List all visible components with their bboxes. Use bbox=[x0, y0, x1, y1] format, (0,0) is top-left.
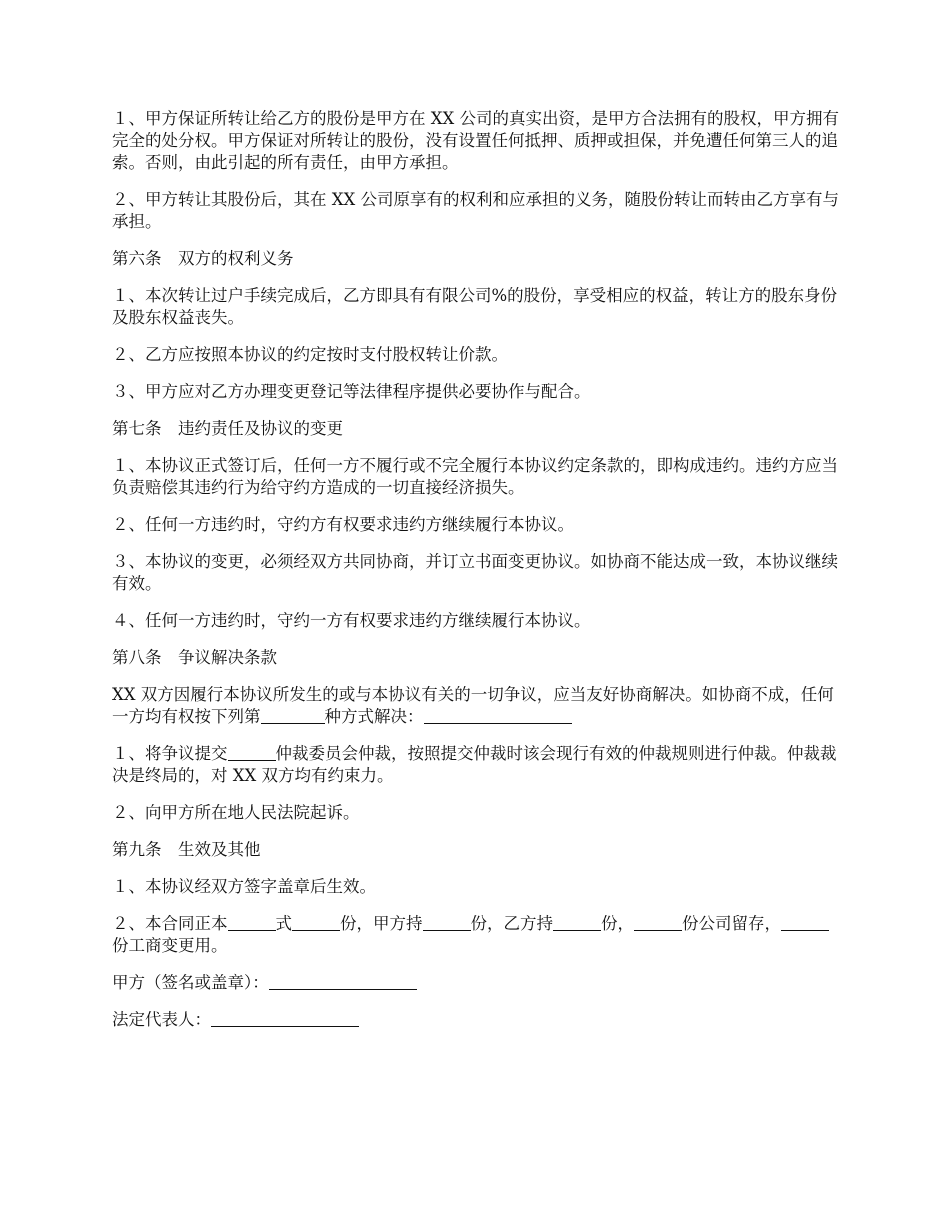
signature-party-a bbox=[112, 972, 840, 994]
clause-7-4: ４、任何一方违约时，守约一方有权要求违约方继续履行本协议。 bbox=[112, 611, 591, 630]
blank-line bbox=[228, 914, 276, 931]
clause-9-2-text-g: 份工商变更用。 bbox=[112, 936, 228, 955]
signature-line bbox=[211, 1010, 359, 1027]
clause-6-2: ２、乙方应按照本协议的约定按时支付股权转让价款。 bbox=[112, 345, 508, 364]
clause-8-1-text-b: 仲裁委员会仲裁，按照提交仲裁时该会现行有效的仲裁规则进行仲裁。仲裁裁决是终局的，对 XX 双方均有约束力。 bbox=[112, 744, 837, 785]
blank-line bbox=[424, 707, 572, 724]
clause-6-1: １、本次转让过户手续完成后，乙方即具有有限公司%的股份，享受相应的权益，转让方的股东身份及股东权益丧失。 bbox=[112, 286, 838, 327]
article-8-title: 第八条 争议解决条款 bbox=[112, 648, 277, 667]
clause-9-2-text-f: 份公司留存， bbox=[682, 914, 781, 933]
clause-7-3: ３、本协议的变更，必须经双方共同协商，并订立书面变更协议。如协商不能达成一致，本协议继续有效。 bbox=[112, 552, 838, 593]
clause-9-2-text-b: 式 bbox=[275, 914, 292, 933]
signature-legal-rep-label: 法定代表人： bbox=[112, 1010, 211, 1029]
document-page bbox=[112, 108, 840, 1046]
clause-9-2-text-e: 份， bbox=[601, 914, 634, 933]
clause-5-2: ２、甲方转让其股份后，其在 XX 公司原享有的权利和应承担的义务，随股份转让而转由乙方享有与承担。 bbox=[112, 190, 839, 231]
clause-6-3: ３、甲方应对乙方办理变更登记等法律程序提供必要协作与配合。 bbox=[112, 382, 591, 401]
clause-9-1: １、本协议经双方签字盖章后生效。 bbox=[112, 877, 376, 896]
clause-7-2: ２、任何一方违约时，守约方有权要求违约方继续履行本协议。 bbox=[112, 515, 574, 534]
blank-line bbox=[634, 914, 682, 931]
clause-8-intro-text-b: 种方式解决： bbox=[324, 707, 424, 726]
clause-9-2-text-c: 份，甲方持 bbox=[340, 914, 423, 933]
blank-line bbox=[261, 707, 325, 724]
clause-9-2 bbox=[112, 913, 840, 957]
blank-line bbox=[781, 914, 829, 931]
clause-5-1: １、甲方保证所转让给乙方的股份是甲方在 XX 公司的真实出资，是甲方合法拥有的股权，甲方拥有完全的处分权。甲方保证对所转让的股份，没有设置任何抵押、质押或担保，并免遭任何第三人的追索。否则，由此引起的所有责任，由甲方承担。 bbox=[112, 109, 839, 172]
clause-9-2-text-d: 份，乙方持 bbox=[470, 914, 553, 933]
signature-party-a-label: 甲方（签名或盖章）： bbox=[112, 973, 269, 992]
article-7-title: 第七条 违约责任及协议的变更 bbox=[112, 419, 343, 438]
blank-line bbox=[228, 744, 276, 761]
article-6-title: 第六条 双方的权利义务 bbox=[112, 249, 294, 268]
blank-line bbox=[292, 914, 340, 931]
blank-line bbox=[423, 914, 471, 931]
clause-7-1: １、本协议正式签订后，任何一方不履行或不完全履行本协议约定条款的，即构成违约。违约方应当负责赔偿其违约行为给守约方造成的一切直接经济损失。 bbox=[112, 456, 838, 497]
clause-9-2-text-a: ２、本合同正本 bbox=[112, 914, 228, 933]
clause-8-2: ２、向甲方所在地人民法院起诉。 bbox=[112, 803, 360, 822]
clause-8-intro bbox=[112, 684, 840, 728]
blank-line bbox=[553, 914, 601, 931]
clause-8-1 bbox=[112, 743, 840, 787]
article-9-title: 第九条 生效及其他 bbox=[112, 840, 261, 859]
signature-legal-rep bbox=[112, 1009, 840, 1031]
clause-8-intro-text-a: XX 双方因履行本协议所发生的或与本协议有关的一切争议，应当友好协商解决。如协商不成，任何一方均有权按下列第 bbox=[112, 685, 834, 726]
clause-8-1-text-a: １、将争议提交 bbox=[112, 744, 228, 763]
signature-line bbox=[269, 973, 417, 990]
